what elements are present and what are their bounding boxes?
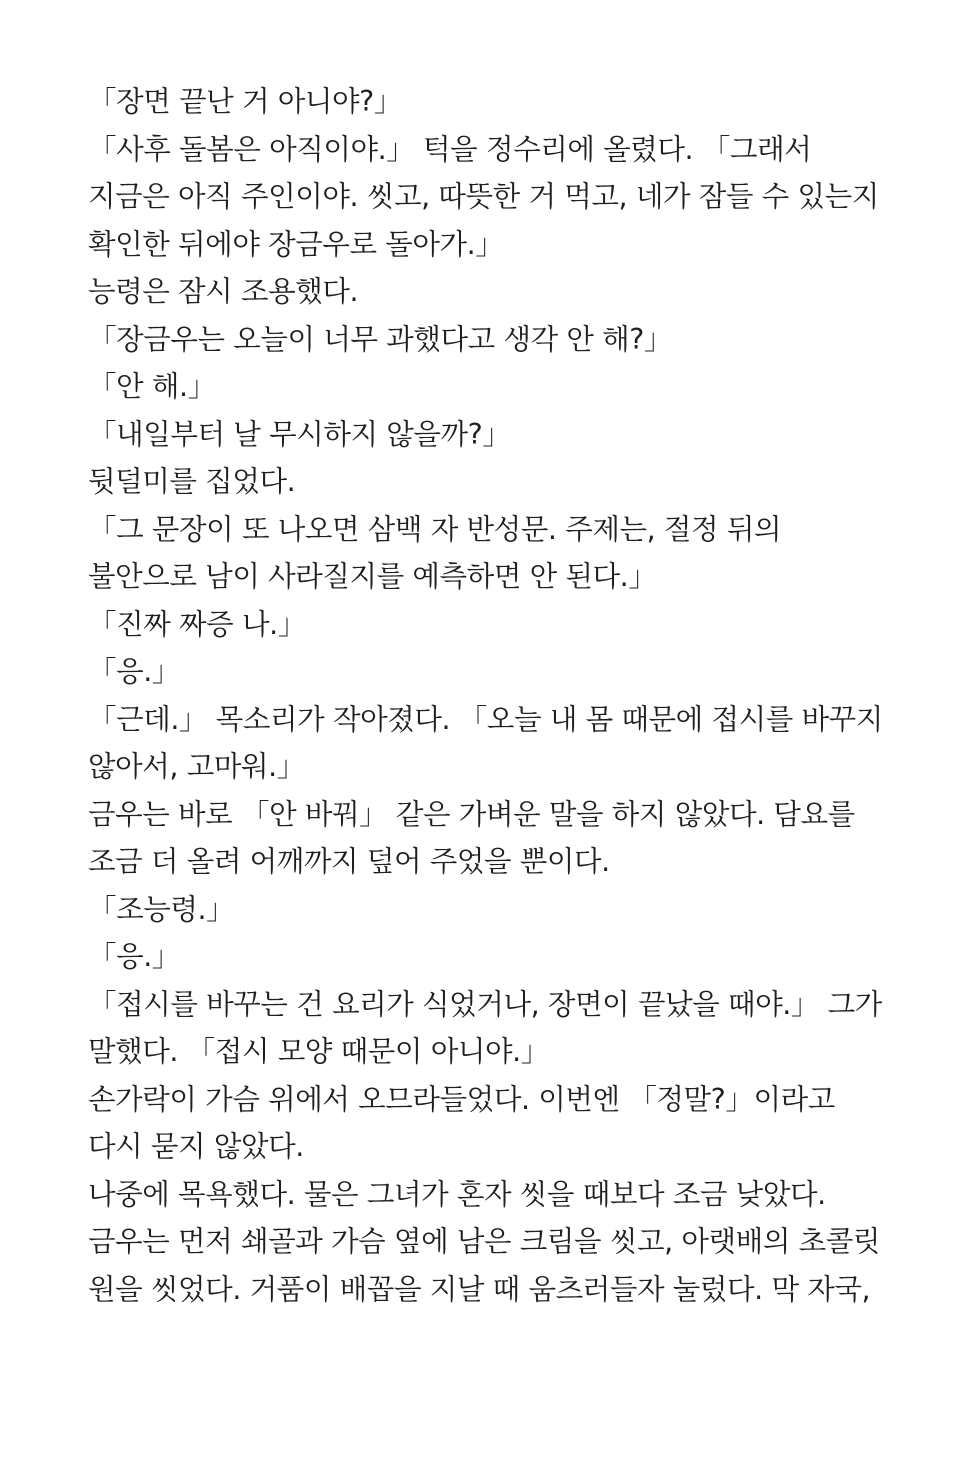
text-line: 「장금우는 오늘이 너무 과했다고 생각 안 해?」 [88, 322, 673, 356]
text-line: 「응.」 [88, 655, 180, 688]
text-line: 「접시를 바꾸는 건 요리가 식었거나, 장면이 끝났을 때야.」 그가 [88, 987, 882, 1021]
text-line: 뒷덜미를 집었다. [88, 465, 296, 498]
text-line: 「사후 돌봄은 아직이야.」 턱을 정수리에 올렸다. 「그래서 [88, 132, 812, 166]
text-line: 「근데.」 목소리가 작아졌다. 「오늘 내 몸 때문에 접시를 바꾸지 [88, 702, 883, 736]
text-line: 나중에 목욕했다. 물은 그녀가 혼자 씻을 때보다 조금 낮았다. [88, 1177, 826, 1211]
text-line: 원을 씻었다. 거품이 배꼽을 지날 때 움츠러들자 눌렀다. 막 자국, [88, 1272, 871, 1306]
text-line: 조금 더 올려 어깨까지 덮어 주었을 뿐이다. [88, 845, 610, 878]
body-text [88, 78, 908, 1313]
text-line: 불안으로 남이 사라질지를 예측하면 안 된다.」 [88, 560, 657, 593]
text-line: 「장면 끝난 거 아니야?」 [88, 85, 402, 118]
text-line: 「그 문장이 또 나오면 삼백 자 반성문. 주제는, 절정 뒤의 [88, 512, 782, 546]
text-line: 능령은 잠시 조용했다. [88, 275, 359, 308]
text-line: 않아서, 고마워.」 [88, 750, 305, 783]
text-line: 손가락이 가슴 위에서 오므라들었다. 이번엔 「정말?」이라고 [88, 1082, 835, 1116]
text-line: 「조능령.」 [88, 892, 235, 926]
text-line: 금우는 먼저 쇄골과 가슴 옆에 남은 크림을 씻고, 아랫배의 초콜릿 [88, 1225, 881, 1258]
text-line: 확인한 뒤에야 장금우로 돌아가.」 [88, 227, 504, 261]
text-line: 「안 해.」 [88, 370, 216, 403]
text-line: 금우는 바로 「안 바꿔」 같은 가벼운 말을 하지 않았다. 담요를 [88, 797, 855, 831]
text-line: 「내일부터 날 무시하지 않을까?」 [88, 417, 511, 451]
text-line: 말했다. 「접시 모양 때문이 아니야.」 [88, 1035, 549, 1068]
text-line: 다시 묻지 않았다. [88, 1130, 304, 1163]
text-line: 「응.」 [88, 940, 180, 973]
text-line: 지금은 아직 주인이야. 씻고, 따뜻한 거 먹고, 네가 잠들 수 있는지 [88, 180, 879, 213]
text-line: 「진짜 짜증 나.」 [88, 607, 306, 641]
